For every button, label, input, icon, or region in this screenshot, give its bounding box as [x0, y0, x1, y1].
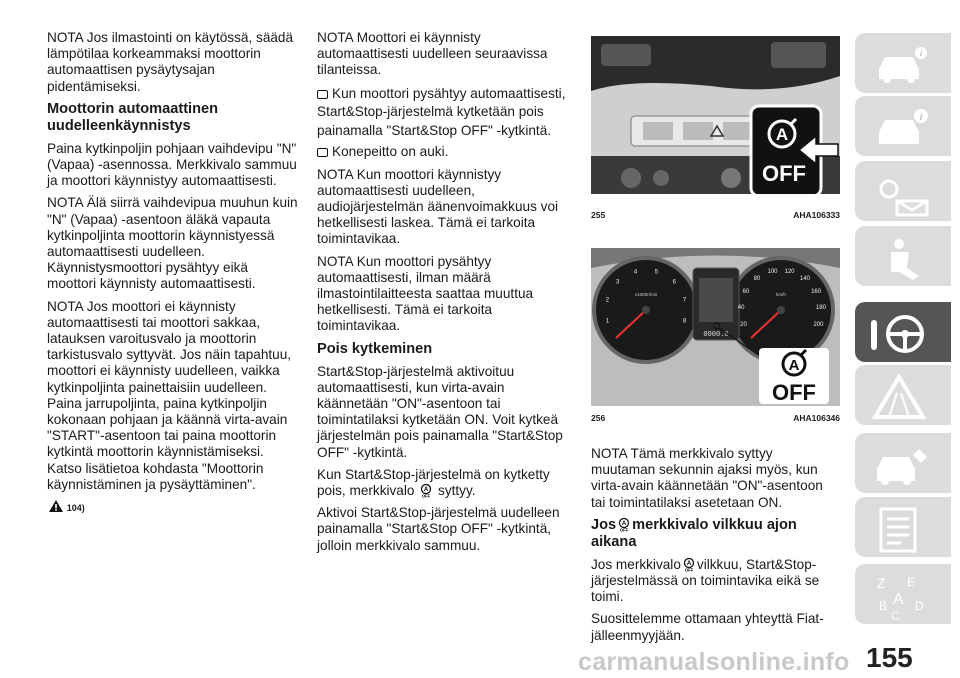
chapter-tab[interactable]	[855, 564, 951, 624]
gauge-tick-label: 5	[654, 269, 659, 276]
chapter-tab[interactable]	[855, 161, 951, 221]
svg-text:OFF: OFF	[422, 493, 431, 499]
figure-number: 255	[591, 210, 606, 220]
figure-instrument-cluster	[591, 248, 840, 406]
warning-triangle-icon	[49, 500, 63, 512]
instrument-cluster-photo	[591, 248, 840, 406]
chapter-tab[interactable]	[855, 302, 951, 362]
svg-text:OFF: OFF	[619, 527, 629, 532]
body-text: Paina kytkinpoljin pohjaan vaihdevipu "N" (Vapaa) -asennossa. Merkkivalo sammuu ja moottori käynnistyy automaattisesti.	[47, 140, 297, 189]
note-text: NOTA Tämä merkkivalo syttyy muutaman sekunnin ajaksi myös, kun virta-avain käännetään "ON"-asentoon tai toimintatilaksi asetetaan ON.	[591, 446, 823, 510]
gauge-tick-label: 120	[784, 268, 795, 275]
svg-text:C: C	[891, 609, 900, 622]
section-heading: Jos A OFF merkkivalo vilkkuu ajon aikana	[591, 516, 797, 550]
note-text: NOTA Älä siirrä vaihdevipua muuhun kuin "N" (Vapaa) -asentoon äläkä vapauta kytkinpoljinta moottorin käynnistyessä automaattisesti uudelleen. Käynnistysmoottori pysähtyy eikä moottori käynnisty automaattisesti.	[47, 195, 298, 292]
button-a-letter: A	[775, 125, 789, 144]
checklist-icon	[869, 503, 933, 555]
reference-number: 104)	[66, 503, 85, 514]
section-heading: Pois kytkeminen	[317, 340, 433, 357]
chapter-tab[interactable]	[855, 33, 951, 93]
figure-dashboard-switch	[591, 36, 840, 194]
odometer-readout: 0000.0	[703, 331, 729, 339]
body-text: Aktivoi Start&Stop-järjestelmä uudelleen painamalla "Start&Stop OFF" -kytkintä, jolloin merkkivalo sammuu.	[317, 505, 560, 553]
gauge-tick-label: 100	[767, 268, 778, 275]
body-text: Suosittelemme ottamaan yhteyttä Fiat-jälleenmyyjään.	[591, 611, 824, 643]
start-stop-off-icon	[617, 518, 631, 532]
bullet-item: Kun moottori pysähtyy automaattisesti, Start&Stop-järjestelmä kytketään pois painamalla "Start&Stop OFF" -kytkintä.	[317, 85, 566, 138]
bullet-icon	[317, 148, 328, 157]
speed-unit: km/h	[776, 292, 786, 297]
svg-text:OFF: OFF	[684, 567, 694, 572]
bullet-item: Konepeitto on auki.	[317, 144, 575, 160]
gauge-tick-label: 4	[633, 269, 638, 276]
road-warning-icon	[869, 371, 933, 423]
svg-text:A: A	[621, 520, 627, 527]
gauge-tick-label: 40	[737, 305, 745, 312]
button-off-label: OFF	[762, 161, 806, 186]
start-stop-off-icon	[682, 558, 696, 572]
column-1	[47, 30, 299, 516]
warning-lights-icon	[869, 167, 933, 219]
chapter-tab[interactable]	[855, 226, 951, 286]
dashboard-photo	[591, 36, 840, 194]
tach-unit: x1000r/min	[634, 292, 658, 297]
svg-text:B: B	[879, 599, 888, 613]
svg-text:i: i	[919, 112, 923, 123]
car-service-icon	[869, 439, 933, 491]
badge-a-letter: A	[788, 357, 800, 374]
chapter-tab[interactable]	[855, 96, 951, 156]
section-heading: Moottorin automaattinen uudelleenkäynnistys	[47, 100, 219, 134]
figure-code: AHA106333	[793, 210, 840, 220]
note-text: NOTA Moottori ei käynnisty automaattisesti uudelleen seuraavissa tilanteissa.	[317, 30, 548, 78]
svg-text:A: A	[686, 560, 692, 567]
figure-code: AHA106346	[793, 413, 840, 423]
gauge-tick-label: 180	[815, 305, 826, 312]
gauge-tick-label: 1	[605, 318, 610, 325]
note-text: NOTA Kun moottori pysähtyy automaattisesti, ilman määrä ilmastointilaitteesta saattaa muuttua hetkellisesti. Tämä ei tarkoita toimintavikaa.	[317, 253, 534, 334]
gauge-tick-label: 8	[682, 318, 687, 325]
bullet-icon	[317, 90, 328, 99]
chapter-tab[interactable]	[855, 497, 951, 557]
gauge-tick-label: 140	[799, 276, 811, 282]
body-text: Kun Start&Stop-järjestelmä on kytketty pois, merkkivalo A OFF syttyy.	[317, 466, 550, 499]
badge-off-label: OFF	[772, 380, 816, 405]
gauge-tick-label: 160	[811, 288, 822, 295]
svg-text:D: D	[915, 599, 924, 613]
svg-text:i: i	[919, 49, 923, 58]
note-text: NOTA Kun moottori käynnistyy automaattisesti uudelleen, audiojärjestelmän äänenvoimakkuus voi hetkellisesti laskea. Tämä ei tarkoita toimintavikaa.	[317, 166, 559, 247]
steering-key-icon	[869, 308, 933, 360]
svg-text:A: A	[424, 487, 429, 494]
gauge-tick-label: 80	[753, 276, 761, 282]
start-stop-off-icon	[419, 484, 433, 498]
gauge-tick-label: 6	[672, 279, 676, 286]
body-text: Jos merkkivalo A OFF vilkkuu, Start&Stop-järjestelmässä on toimintavika eikä se toimi.	[591, 556, 820, 605]
gauge-tick-label: 200	[813, 322, 824, 328]
figure-number: 256	[591, 413, 606, 423]
note-text: NOTA Jos moottori ei käynnisty automaattisesti tai moottori sakkaa, latauksen varoitusvalo ja moottorin tarkistusvalo syttyvät. Jos näin tapahtuu, moottori ei käynnisty uudelleen, vaikka kytkinpoljinta painettaisiin uudelleen. Paina jarrupoljinta, paina kytkinpoljin kokonaan pohjaan ja käännä virta-avain "START"-asentoon tai paina moottorin kytkintä moottorin käynnistämiseksi. Katso lisätietoa kohdasta "Moottorin käynnistäminen ja pysäyttäminen".	[47, 298, 292, 492]
gauge-tick-label: 20	[740, 322, 747, 328]
page-number: 155	[866, 642, 913, 673]
gauge-tick-label: 3	[616, 279, 620, 286]
airbag-seat-icon	[869, 232, 933, 284]
car-info2-icon	[869, 102, 933, 154]
reference-marker	[49, 499, 299, 516]
note-text: NOTA Jos ilmastointi on käytössä, säädä lämpötilaa korkeammaksi moottorin automaattisen pysäytysajan pidentämiseksi.	[47, 30, 294, 94]
column-3	[591, 446, 839, 650]
svg-text:E: E	[907, 575, 916, 589]
body-text: Start&Stop-järjestelmä aktivoituu automaattisesti, kun virta-avain käännetään "ON"-asentoon tai toimintatilaksi kytketään ON. Voit kytkeä järjestelmän pois painamalla "Start&Stop OFF" -kytkintä.	[317, 363, 563, 460]
chapter-tab[interactable]	[855, 365, 951, 425]
figure-caption	[591, 413, 840, 423]
svg-text:A: A	[893, 591, 904, 608]
gauge-tick-label: 2	[605, 297, 610, 304]
car-info-icon	[869, 39, 933, 91]
gauge-tick-label: 7	[682, 297, 687, 304]
index-icon	[869, 570, 933, 622]
column-2	[317, 30, 575, 560]
figure-caption	[591, 210, 840, 220]
watermark-text: carmanualsonline.info	[578, 648, 850, 676]
svg-text:Z: Z	[877, 575, 886, 591]
gauge-tick-label: 60	[742, 288, 750, 295]
chapter-tab[interactable]	[855, 433, 951, 493]
